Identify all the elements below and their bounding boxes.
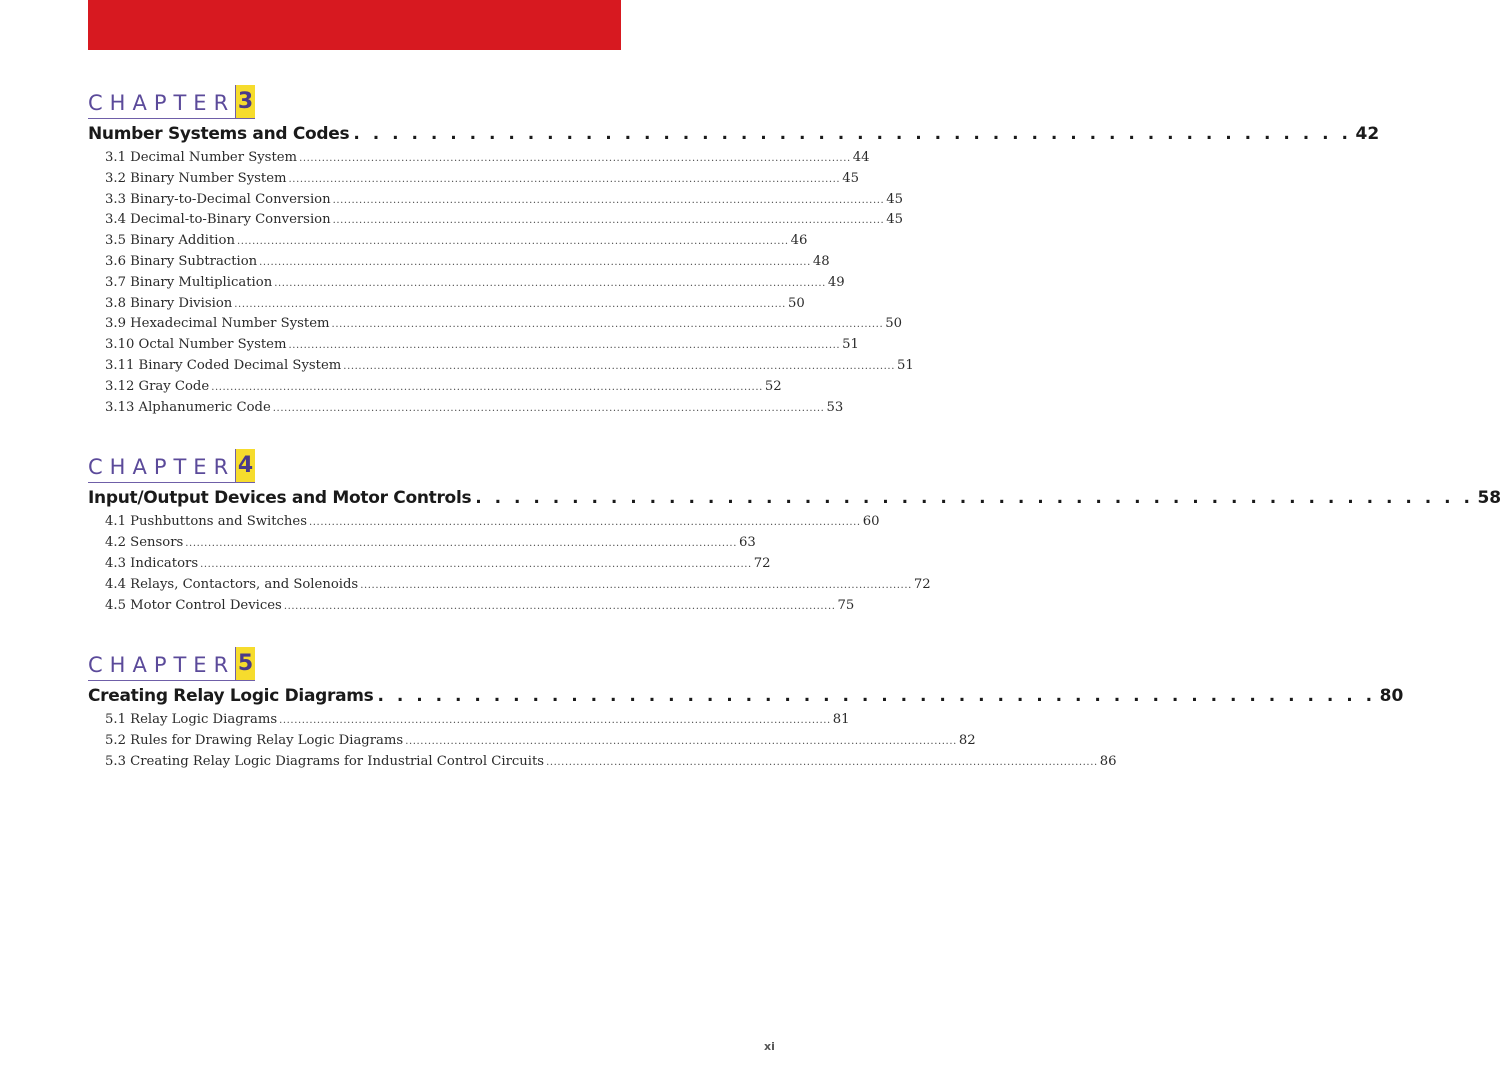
chapter-page-number: 80 (1379, 686, 1404, 707)
dot-leader: . . . . . . . . . . . . . . . . . . . . . . . . . . . . . . . . . . . . . . . . . . . . . . . . . . . . (475, 488, 1474, 509)
section-title: 4.1 Pushbuttons and Switches (105, 514, 307, 530)
section-title: 3.7 Binary Multiplication (105, 274, 273, 290)
section-page-number: 53 (826, 399, 844, 415)
section-title: 3.1 Decimal Number System (105, 150, 298, 165)
section-title: 4.4 Relays, Contactors, and Solenoids (105, 576, 359, 592)
section-page-number: 48 (812, 253, 830, 269)
dot-leader: .................................................................................................................................................. (274, 277, 826, 289)
section-page-number: 63 (738, 535, 756, 551)
dot-leader: .................................................................................................................................................. (309, 517, 861, 529)
dot-leader: .................................................................................................................................................. (405, 736, 957, 748)
section-title: 3.12 Gray Code (105, 378, 210, 394)
dot-leader: .................................................................................................................................................. (546, 756, 1098, 768)
toc-entry[interactable] (88, 753, 1117, 775)
toc-entry[interactable] (88, 576, 931, 598)
dot-leader: .................................................................................................................................................. (279, 715, 831, 727)
chapter-label: CHAPTER (88, 91, 236, 115)
dot-leader: .................................................................................................................................................. (332, 194, 885, 206)
section-list (88, 150, 914, 420)
section-page-number: 46 (790, 233, 808, 249)
section-title: 3.13 Alphanumeric Code (105, 399, 271, 415)
dot-leader: .................................................................................................................................................. (299, 153, 851, 164)
section-title: 4.3 Indicators (105, 555, 199, 571)
section-list (88, 712, 1117, 774)
toc-entry[interactable] (88, 712, 850, 733)
section-title: 4.2 Sensors (105, 535, 184, 551)
toc-entry[interactable] (88, 514, 880, 535)
section-title: 3.2 Binary Number System (105, 170, 287, 186)
toc-entry[interactable] (88, 295, 805, 317)
chapter-3-block (88, 84, 1380, 420)
section-page-number: 60 (862, 514, 880, 530)
toc-entry[interactable] (88, 535, 756, 556)
section-page-number: 50 (787, 295, 805, 311)
dot-leader: .................................................................................................................................................. (288, 340, 841, 352)
chapter-number-badge: 3 (235, 85, 255, 118)
chapter-title: Number Systems and Codes (88, 124, 350, 144)
dot-leader: .................................................................................................................................................. (332, 215, 885, 227)
toc-entry[interactable] (88, 378, 782, 400)
chapter-5-block (88, 646, 1404, 774)
chapter-5-header (88, 646, 255, 681)
section-page-number: 51 (897, 357, 914, 373)
chapter-label: CHAPTER (88, 455, 236, 480)
dot-leader: .................................................................................................................................................. (283, 600, 836, 612)
table-of-contents (88, 84, 1501, 803)
toc-entry[interactable] (88, 191, 904, 213)
toc-entry[interactable] (88, 212, 904, 233)
section-page-number: 45 (842, 170, 859, 186)
section-page-number: 86 (1099, 753, 1117, 769)
dot-leader: . . . . . . . . . . . . . . . . . . . . . . . . . . . . . . . . . . . . . . . . . . . . . . . . . . . . (353, 124, 1352, 144)
section-page-number: 52 (764, 378, 782, 394)
toc-entry[interactable] (88, 233, 808, 254)
dot-leader: .................................................................................................................................................. (185, 538, 737, 550)
chapter-label: CHAPTER (88, 653, 236, 678)
section-title: 3.8 Binary Division (105, 295, 233, 311)
section-list (88, 514, 931, 618)
section-page-number: 49 (827, 274, 845, 290)
section-page-number: 72 (913, 576, 931, 592)
section-title: 5.2 Rules for Drawing Relay Logic Diagrams (105, 733, 404, 749)
section-page-number: 51 (842, 337, 859, 353)
toc-entry[interactable] (88, 253, 830, 275)
toc-entry[interactable] (88, 733, 976, 754)
section-page-number: 50 (885, 316, 903, 332)
dot-leader: .................................................................................................................................................. (234, 298, 786, 310)
section-page-number: 45 (886, 191, 904, 207)
toc-entry[interactable] (88, 150, 870, 171)
section-page-number: 72 (753, 555, 771, 571)
section-page-number: 82 (958, 733, 976, 749)
dot-leader: .................................................................................................................................................. (360, 579, 912, 591)
top-banner (88, 0, 621, 50)
chapter-page-number: 58 (1477, 488, 1501, 509)
chapter-page-number: 42 (1355, 124, 1380, 144)
toc-entry[interactable] (88, 316, 903, 337)
section-title: 5.3 Creating Relay Logic Diagrams for Industrial Control Circuits (105, 753, 545, 769)
chapter-3-header (88, 84, 255, 119)
toc-entry[interactable] (88, 597, 855, 619)
chapter-title: Creating Relay Logic Diagrams (88, 686, 374, 707)
toc-entry[interactable] (88, 337, 859, 358)
section-title: 3.9 Hexadecimal Number System (105, 316, 330, 332)
section-page-number: 44 (852, 150, 870, 165)
chapter-5-title-row[interactable] (88, 686, 1404, 712)
section-title: 3.6 Binary Subtraction (105, 253, 258, 269)
dot-leader: .................................................................................................................................................. (288, 173, 841, 185)
dot-leader: .................................................................................................................................................. (259, 256, 811, 268)
dot-leader: .................................................................................................................................................. (331, 319, 884, 331)
section-title: 5.1 Relay Logic Diagrams (105, 712, 278, 728)
section-title: 3.3 Binary-to-Decimal Conversion (105, 191, 331, 207)
toc-entry[interactable] (88, 274, 845, 296)
chapter-3-title-row[interactable] (88, 124, 1380, 150)
dot-leader: .................................................................................................................................................. (200, 558, 752, 570)
section-page-number: 81 (832, 712, 850, 728)
toc-entry[interactable] (88, 357, 914, 379)
section-page-number: 75 (837, 597, 855, 613)
chapter-title: Input/Output Devices and Motor Controls (88, 488, 472, 509)
toc-entry[interactable] (88, 170, 859, 192)
dot-leader: .................................................................................................................................................. (211, 381, 763, 393)
dot-leader: . . . . . . . . . . . . . . . . . . . . . . . . . . . . . . . . . . . . . . . . . . . . . . . . . . . . (377, 686, 1376, 707)
toc-entry[interactable] (88, 399, 844, 421)
chapter-number-badge: 4 (235, 449, 255, 482)
section-title: 3.4 Decimal-to-Binary Conversion (105, 212, 331, 228)
dot-leader: .................................................................................................................................................. (236, 236, 789, 248)
dot-leader: .................................................................................................................................................. (343, 360, 895, 372)
chapter-4-block (88, 448, 1501, 618)
dot-leader: .................................................................................................................................................. (272, 402, 825, 414)
chapter-number-badge: 5 (235, 647, 255, 680)
section-title: 3.5 Binary Addition (105, 233, 235, 249)
page-folio: xi (764, 1040, 775, 1053)
chapter-4-title-row[interactable] (88, 488, 1501, 514)
section-page-number: 45 (886, 212, 904, 228)
section-title: 4.5 Motor Control Devices (105, 597, 282, 613)
toc-entry[interactable] (88, 555, 771, 577)
section-title: 3.10 Octal Number System (105, 337, 287, 353)
chapter-4-header (88, 448, 255, 483)
section-title: 3.11 Binary Coded Decimal System (105, 357, 342, 373)
